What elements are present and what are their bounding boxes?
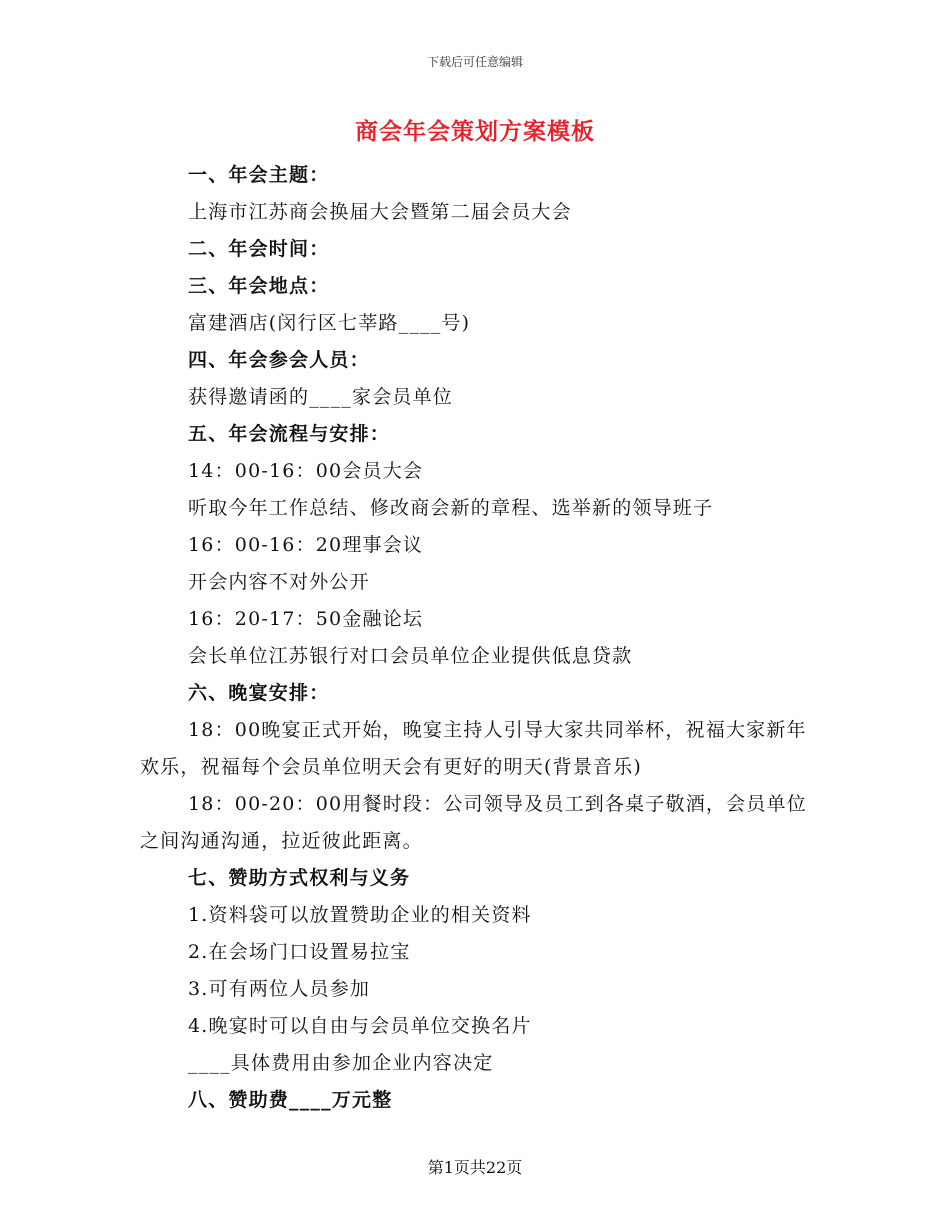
document-body <box>140 157 820 1119</box>
schedule-item: 听取今年工作总结、修改商会新的章程、选举新的领导班子 <box>188 497 714 519</box>
sponsor-item: 1.资料袋可以放置赞助企业的相关资料 <box>188 904 532 926</box>
section-8-heading: 八、赞助费____万元整 <box>188 1089 393 1111</box>
banquet-paragraph-1: 18：00晚宴正式开始，晚宴主持人引导大家共同举杯，祝福大家新年欢乐，祝福每个会员单位明天会有更好的明天(背景音乐) <box>140 719 807 778</box>
section-6-heading: 六、晚宴安排： <box>188 682 330 704</box>
section-3-heading: 三、年会地点： <box>188 275 330 297</box>
sponsor-item: 4.晚宴时可以自由与会员单位交换名片 <box>188 1015 532 1037</box>
section-3-text: 富建酒店(闵行区七莘路____号) <box>188 312 471 334</box>
sponsor-item: ____具体费用由参加企业内容决定 <box>188 1052 494 1074</box>
section-1-text: 上海市江苏商会换届大会暨第二届会员大会 <box>188 201 572 223</box>
section-4-text: 获得邀请函的____家会员单位 <box>188 386 454 408</box>
schedule-item: 16：00-16：20理事会议 <box>188 534 424 556</box>
schedule-item: 16：20-17：50金融论坛 <box>188 608 424 630</box>
page-header: 下载后可任意编辑 <box>426 55 523 69</box>
schedule-item: 会长单位江苏银行对口会员单位企业提供低息贷款 <box>188 645 633 667</box>
schedule-item: 开会内容不对外公开 <box>188 571 370 593</box>
section-2-heading: 二、年会时间： <box>188 238 330 260</box>
banquet-paragraph-2: 18：00-20：00用餐时段：公司领导及员工到各桌子敬酒，会员单位之间沟通沟通，拉近彼此距离。 <box>140 793 807 852</box>
sponsor-item: 3.可有两位人员参加 <box>188 978 371 1000</box>
page-footer: 第1页共22页 <box>427 1158 523 1177</box>
section-4-heading: 四、年会参会人员： <box>188 349 370 371</box>
schedule-item: 14：00-16：00会员大会 <box>188 460 424 482</box>
section-7-heading: 七、赞助方式权利与义务 <box>188 867 411 889</box>
sponsor-item: 2.在会场门口设置易拉宝 <box>188 941 411 963</box>
document-title: 商会年会策划方案模板 <box>355 118 595 145</box>
section-1-heading: 一、年会主题： <box>188 164 330 186</box>
section-5-heading: 五、年会流程与安排： <box>188 423 391 445</box>
